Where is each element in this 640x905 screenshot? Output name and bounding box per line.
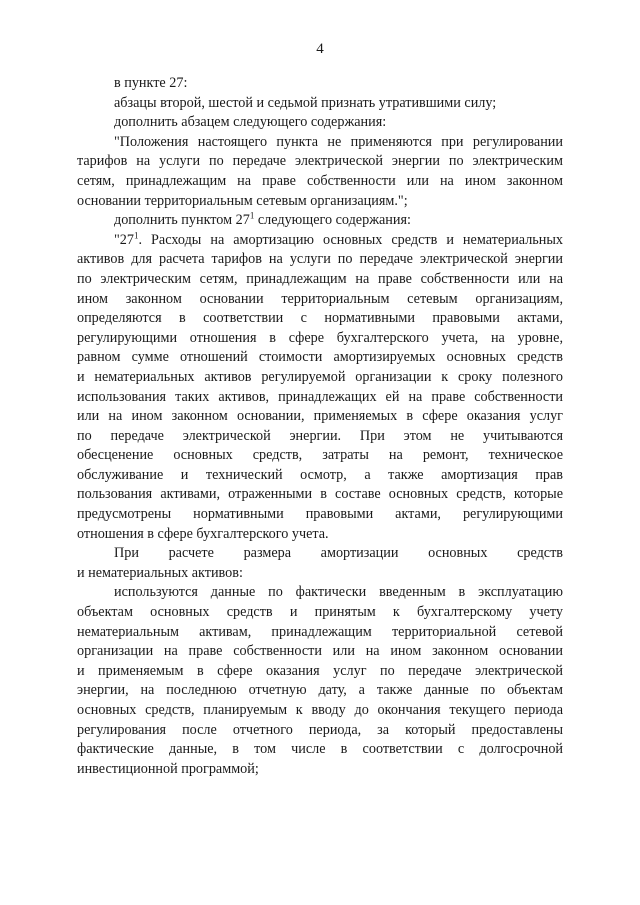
text-line: использования таких активов, принадлежащих ей на праве собственности bbox=[77, 388, 563, 405]
text-line: ином законном основании территориальным сетевым организациям, bbox=[77, 290, 563, 307]
text-line: обслуживание и технический осмотр, а также амортизация прав bbox=[77, 466, 563, 483]
text-line: и нематериальных активов регулируемой организации к сроку полезного bbox=[77, 368, 563, 385]
text-line: и применяемым в сфере оказания услуг по передаче электрической bbox=[77, 662, 563, 679]
text-line: дополнить абзацем следующего содержания: bbox=[114, 114, 387, 131]
text-line: предусмотрены нормативными правовыми актами, регулирующими bbox=[77, 506, 563, 523]
text-line: или на ином законном основании, применяемых в сфере оказания услуг bbox=[77, 408, 563, 425]
text-line: по электрическим сетям, принадлежащим на праве собственности или на bbox=[77, 270, 563, 287]
document-body bbox=[77, 74, 563, 779]
text-line: определяются в соответствии с нормативными правовыми актами, bbox=[77, 310, 563, 327]
text-line: активов для расчета тарифов на услуги по передаче электрической энергии bbox=[77, 251, 563, 268]
page-number: 4 bbox=[316, 41, 324, 57]
text-line: организации на праве собственности или на ином законном основании bbox=[77, 643, 563, 660]
text-line: сетям, принадлежащим на праве собственности или на ином законном bbox=[77, 172, 563, 189]
text-line: по передаче электрической энергии. При этом не учитываются bbox=[77, 427, 563, 444]
text-line: отношения в сфере бухгалтерского учета. bbox=[77, 525, 329, 542]
text-line: регулирующими отношения в сфере бухгалтерского учета, на уровне, bbox=[77, 329, 563, 346]
text-line: и нематериальных активов: bbox=[77, 564, 243, 581]
text-line: используются данные по фактически введенным в эксплуатацию bbox=[114, 584, 563, 601]
text-line: регулирования после отчетного периода, за который предоставлены bbox=[77, 721, 563, 738]
text-line: основании территориальным сетевым организациям."; bbox=[77, 192, 408, 209]
text-line: равном сумме отношений стоимости амортизируемых основных средств bbox=[77, 349, 563, 366]
text-line: тарифов на услуги по передаче электрической энергии по электрическим bbox=[77, 153, 563, 170]
text-line: дополнить пунктом $27^1$ следующего содержания: bbox=[114, 211, 411, 229]
text-line: в пункте 27: bbox=[114, 75, 188, 91]
text-line: объектам основных средств и принятым к бухгалтерскому учету bbox=[77, 604, 563, 621]
text-line: абзацы второй, шестой и седьмой признать утратившими силу; bbox=[114, 94, 497, 111]
text-line: фактические данные, в том числе в соответствии с долгосрочной bbox=[77, 741, 563, 758]
text-line: инвестиционной программой; bbox=[77, 760, 259, 777]
text-line: "Положения настоящего пункта не применяются при регулировании bbox=[114, 133, 563, 150]
text-line: основных средств, планируемым к вводу до окончания текущего периода bbox=[77, 702, 563, 718]
text-line: пользования активами, отраженными в составе основных средств, которые bbox=[77, 486, 563, 503]
text-line: нематериальным активам, принадлежащим территориальной сетевой bbox=[77, 623, 563, 640]
text-line: "$27^1$. Расходы на амортизацию основных средств и нематериальных bbox=[114, 230, 563, 248]
text-line: При расчете размера амортизации основных средств bbox=[114, 545, 563, 562]
text-line: обесценение основных средств, затраты на ремонт, техническое bbox=[77, 447, 563, 464]
text-line: энергии, на последнюю отчетную дату, а также данные по объектам bbox=[77, 682, 563, 699]
